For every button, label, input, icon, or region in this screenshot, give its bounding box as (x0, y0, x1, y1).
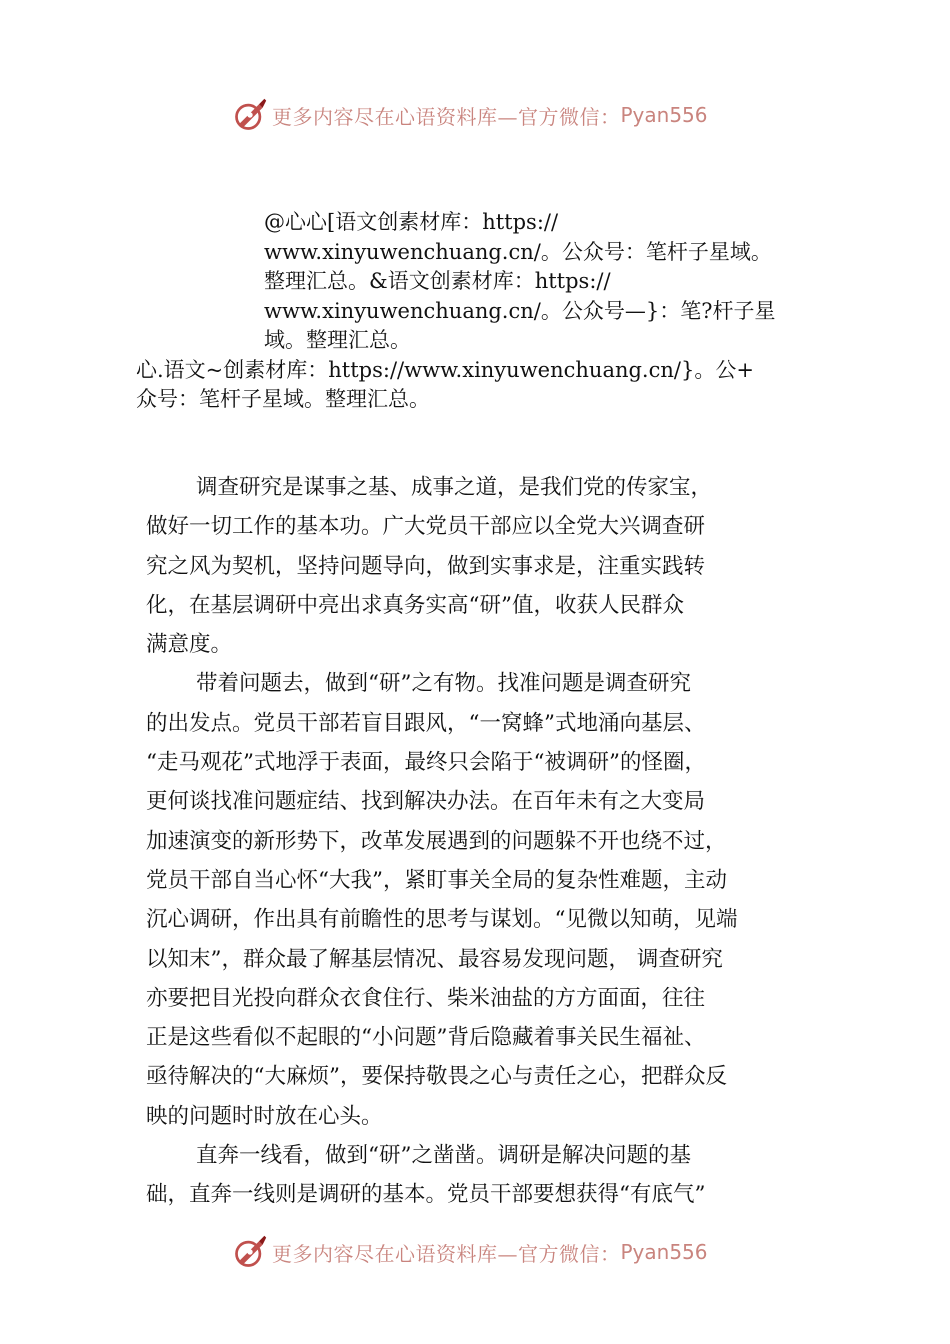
body-line: 直奔一线看，做到“研”之凿凿。调研是解决问题的基 (196, 1143, 691, 1169)
banner-text: 更多内容尽在心语资料库—官方微信： (272, 104, 621, 129)
header-line: www.xinyuwenchuang.cn/。公众号：笔杆子星域。 (264, 239, 772, 264)
header-tail-line: 心.语文~创素材库：https://www.xinyuwenchuang.cn/}。公+ (136, 358, 754, 382)
body-line: 化，在基层调研中亮出求真务实高“研”值，收获人民群众 (146, 592, 684, 618)
body-line: 以知末”，群众最了解基层情况、最容易发现问题， 调查研究 (146, 946, 723, 972)
body-line: 亟待解决的“大麻烦”，要保持敬畏之心与责任之心，把群众反 (146, 1064, 727, 1090)
header-line: 整理汇总。&语文创素材库：https:// (264, 269, 611, 293)
body-line: 映的问题时时放在心头。 (146, 1103, 383, 1129)
body-line: 沉心调研，作出具有前瞻性的思考与谋划。“见微以知萌，见端 (146, 907, 738, 933)
body-line: 亦要把目光投向群众衣食住行、柴米油盐的方方面面，往往 (146, 985, 706, 1011)
body-line: 调查研究是谋事之基、成事之道，是我们党的传家宝， (196, 475, 713, 500)
body-line: 加速演变的新形势下，改革发展遇到的问题躲不开也绕不过， (146, 828, 727, 854)
bottom-banner (232, 1232, 752, 1272)
header-line: @心心[语文创素材库：https:// (264, 210, 559, 234)
body-line: 做好一切工作的基本功。广大党员干部应以全党大兴调查研 (146, 514, 706, 540)
body-line: 党员干部自当心怀“大我”，紧盯事关全局的复杂性难题，主动 (146, 867, 727, 893)
body-line: 究之风为契机，坚持问题导向，做到实事求是，注重实践转 (146, 553, 706, 579)
body-line: 础，直奔一线则是调研的基本。党员干部要想获得“有底气” (146, 1182, 706, 1208)
body-line: 满意度。 (146, 632, 233, 658)
header-tail-line: 众号：笔杆子星域。整理汇总。 (136, 387, 430, 411)
article-body (146, 468, 846, 1215)
header-line: 域。整理汇总。 (264, 328, 411, 352)
body-line: “走马观花”式地浮于表面，最终只会陷于“被调研”的怪圈， (146, 750, 706, 776)
pen-nib-logo-icon (232, 97, 268, 133)
body-line: 的出发点。党员干部若盲目跟风，“一窝蜂”式地涌向基层、 (146, 710, 706, 736)
banner-wechat-id: Pyan556 (620, 103, 708, 127)
body-line: 正是这些看似不起眼的“小问题”背后隐藏着事关民生福祉、 (146, 1025, 706, 1051)
body-line: 更何谈找准问题症结、找到解决办法。在百年未有之大变局 (146, 789, 706, 815)
top-banner (232, 95, 752, 135)
banner-wechat-id: Pyan556 (620, 1240, 708, 1264)
banner-text: 更多内容尽在心语资料库—官方微信： (272, 1241, 621, 1266)
body-line: 带着问题去，做到“研”之有物。找准问题是调查研究 (196, 671, 691, 697)
header-watermark-block (264, 208, 844, 356)
pen-nib-logo-icon (232, 1234, 268, 1270)
header-line: www.xinyuwenchuang.cn/。公众号—}：笔?杆子星 (264, 298, 776, 323)
